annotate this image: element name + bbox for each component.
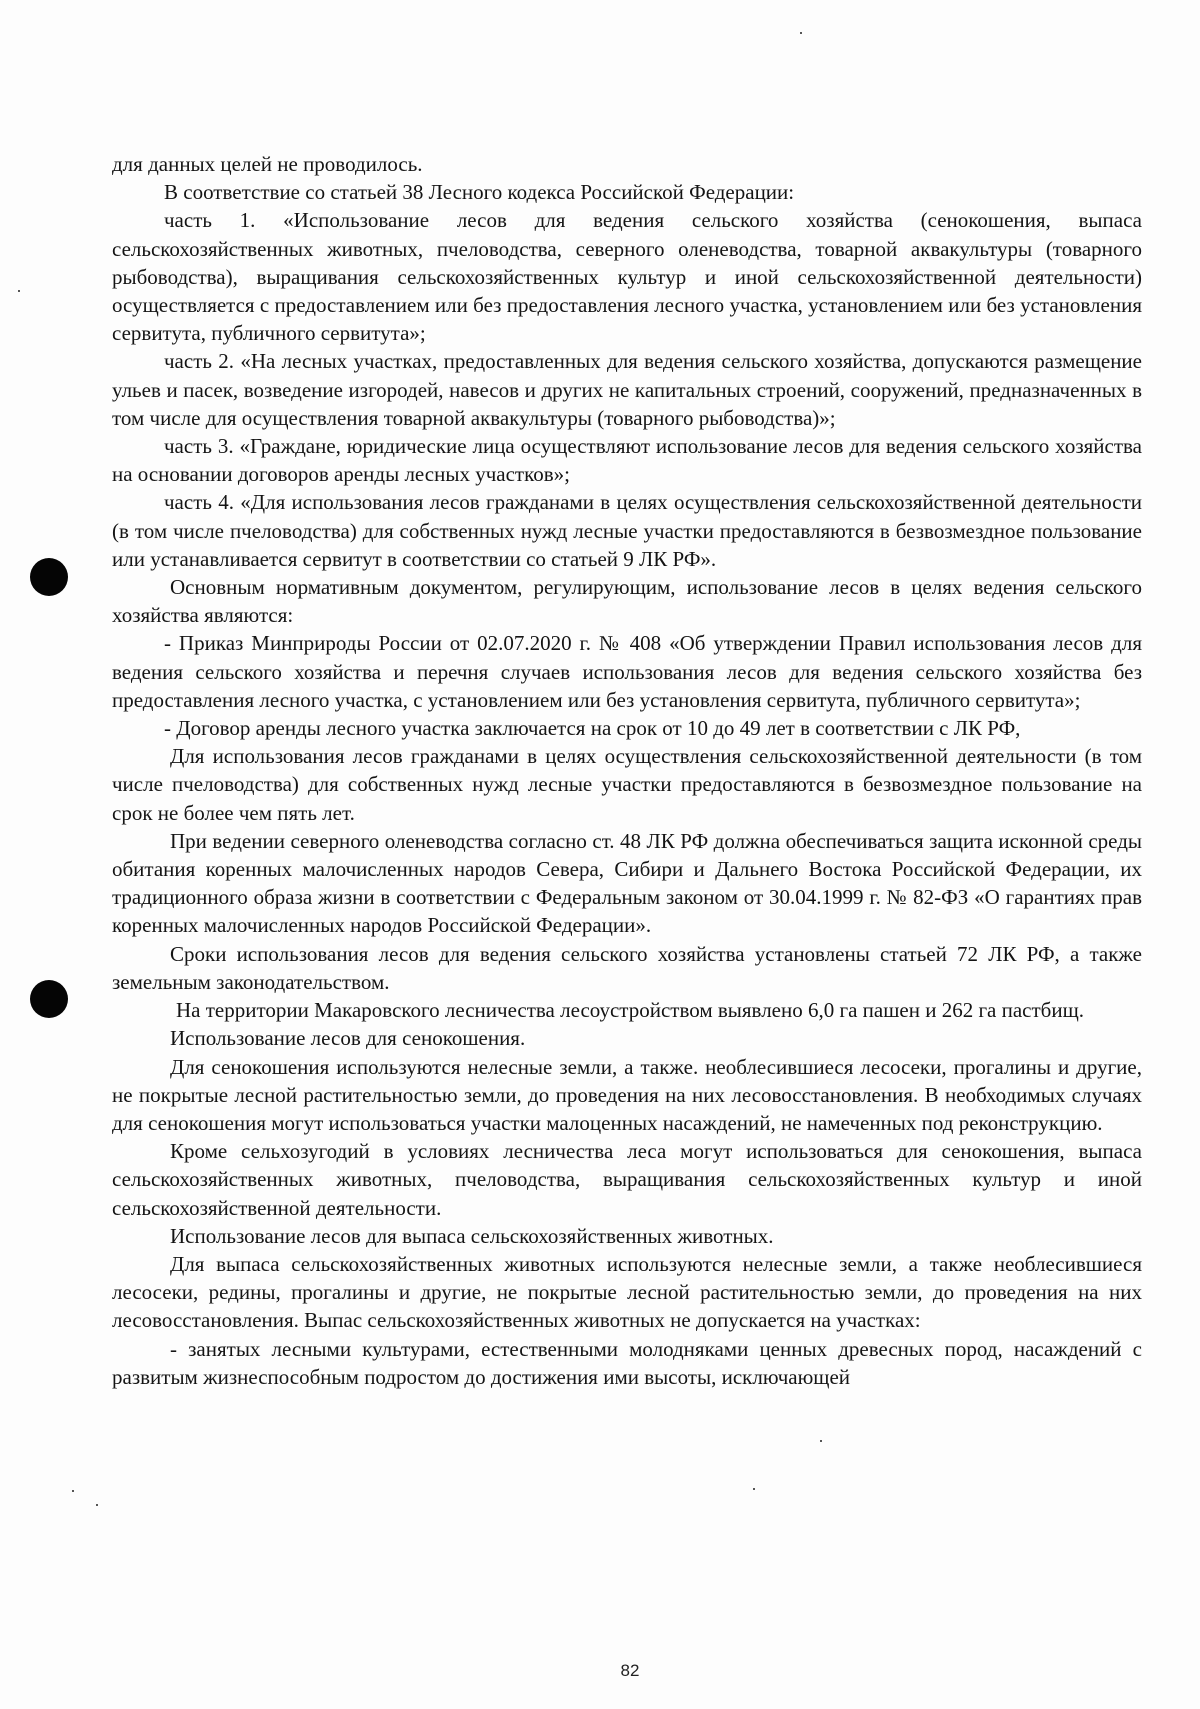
page-number: 82 <box>620 1661 640 1680</box>
paragraph: часть 4. «Для использования лесов гражданами в целях осуществления сельскохозяйственной деятельности (в том числе пчеловодства) для собственных нужд лесные участки предоставляются в безвозмездное пользование или устанавливается сервитут в соответствии со статьей 9 ЛК РФ». <box>112 490 1142 571</box>
scan-speck <box>800 32 802 34</box>
punch-hole-bottom <box>30 980 68 1018</box>
paragraph: Основным нормативным документом, регулирующим, использование лесов в целях ведения сельского хозяйства являются: <box>112 575 1142 628</box>
paragraph: Кроме сельхозугодий в условиях лесничества леса могут использоваться для сенокошения, выпаса сельскохозяйственных животных, пчеловодства, выращивания сельскохозяйственных культур и иной сельскохозяйственной деятельности. <box>112 1139 1142 1220</box>
paragraph: для данных целей не проводилось. <box>112 152 423 176</box>
paragraph: часть 3. «Граждане, юридические лица осуществляют использование лесов для ведения сельского хозяйства на основании договоров аренды лесных участков»; <box>112 434 1142 487</box>
paragraph: Сроки использования лесов для ведения сельского хозяйства установлены статьей 72 ЛК РФ, а также земельным законодательством. <box>112 941 1142 994</box>
paragraph: На территории Макаровского лесничества лесоустройством выявлено 6,0 га пашен и 262 га пастбищ. <box>176 998 1085 1023</box>
scan-speck <box>18 290 20 292</box>
paragraph: часть 2. «На лесных участках, предоставленных для ведения сельского хозяйства, допускаются размещение ульев и пасек, возведение изгородей, навесов и других не капитальных строений, сооружений, предназначенных в том числе для осуществления товарной аквакультуры (товарного рыбоводства)»; <box>112 349 1142 430</box>
paragraph: - занятых лесными культурами, естественными молодняками ценных древесных пород, насаждений с развитым жизнеспособным подростом до достижения ими высоты, исключающей <box>112 1336 1142 1389</box>
paragraph: Для сенокошения используются нелесные земли, а также. необлесившиеся лесосеки, прогалины и другие, не покрытые лесной растительностью земли, до проведения на них лесовосстановления. В необходимых случаях для сенокошения могут использоваться участки малоценных насаждений, не намеченных под реконструкцию. <box>112 1054 1142 1135</box>
paragraph: часть 1. «Использование лесов для ведения сельского хозяйства (сенокошения, выпаса сельскохозяйственных животных, пчеловодства, северного оленеводства, товарной аквакультуры (товарного рыбоводства), выращивания сельскохозяйственных культур и иной сельскохозяйственной деятельности) осуществляется с предоставлением или без предоставления лесного участка, установлением или без установления сервитута, публичного сервитута»; <box>112 208 1142 346</box>
paragraph: - Приказ Минприроды России от 02.07.2020 г. № 408 «Об утверждении Правил использования лесов для ведения сельского хозяйства и перечня случаев использования лесов для ведения сельского хозяйства без предоставления лесного участка, с установлением или без установления сервитута, публичного сервитута»; <box>112 631 1142 712</box>
paragraph: Для выпаса сельскохозяйственных животных используются нелесные земли, а также необлесившиеся лесосеки, редины, прогалины и другие, не покрытые лесной растительностью земли, до проведения на них лесовосстановления. Выпас сельскохозяйственных животных не допускается на участках: <box>112 1251 1142 1333</box>
paragraph: - Договор аренды лесного участка заключается на срок от 10 до 49 лет в соответствии с ЛК РФ, <box>164 716 1021 741</box>
scan-speck <box>96 1504 98 1506</box>
document-body <box>112 150 1142 1391</box>
paragraph: В соответствие со статьей 38 Лесного кодекса Российской Федерации: <box>164 180 795 205</box>
paragraph: Для использования лесов гражданами в целях осуществления сельскохозяйственной деятельности (в том числе пчеловодства) для собственных нужд лесные участки предоставляются в безвозмездное пользование на срок не более чем пять лет. <box>112 744 1142 825</box>
paragraph-heading: Использование лесов для сенокошения. <box>170 1026 526 1051</box>
paragraph-heading: Использование лесов для выпаса сельскохозяйственных животных. <box>170 1223 774 1248</box>
punch-hole-top <box>30 558 68 596</box>
scan-speck <box>72 1490 74 1492</box>
scan-speck <box>753 1488 755 1490</box>
scan-speck <box>820 1440 822 1442</box>
paragraph: При ведении северного оленеводства согласно ст. 48 ЛК РФ должна обеспечиваться защита исконной среды обитания коренных малочисленных народов Севера, Сибири и Дальнего Востока Российской Федерации, их традиционного образа жизни в соответствии с Федеральным законом от 30.04.1999 г. № 82-ФЗ «О гарантиях прав коренных малочисленных народов Российской Федерации». <box>112 828 1142 938</box>
